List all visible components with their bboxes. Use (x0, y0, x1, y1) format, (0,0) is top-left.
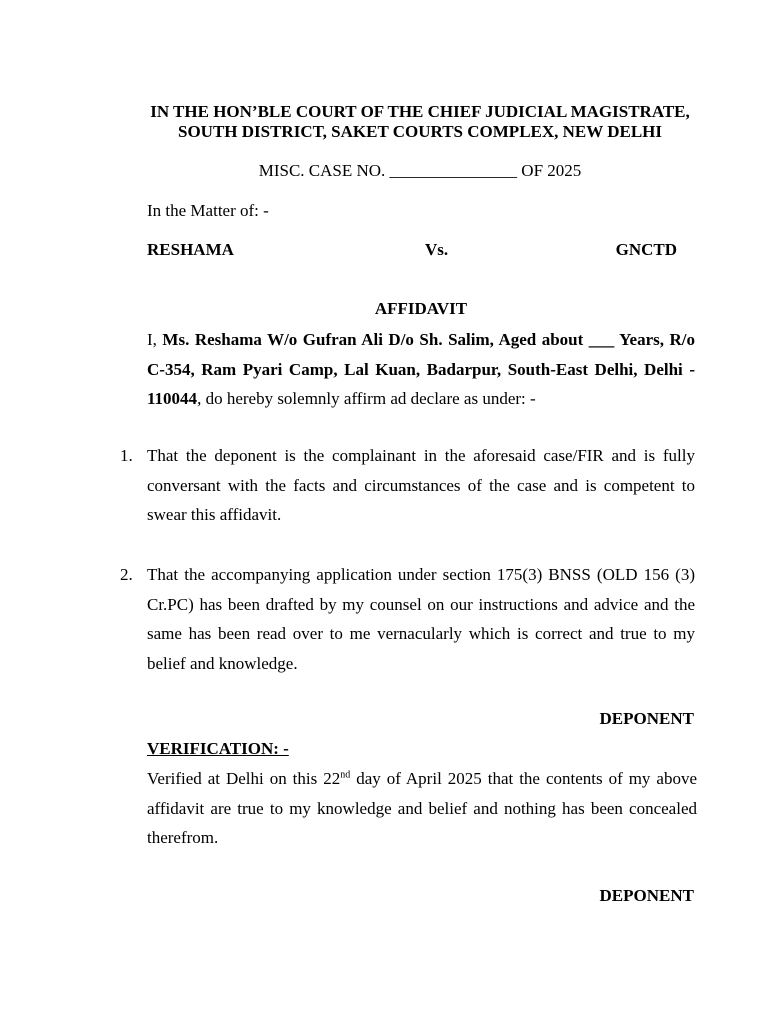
parties-line (147, 240, 677, 260)
court-title: IN THE HON’BLE COURT OF THE CHIEF JUDICIAL MAGISTRATE, SOUTH DISTRICT, SAKET COURTS COMPLEX, NEW DELHI (150, 102, 690, 141)
respondent-name: GNCTD (615, 240, 677, 259)
item-number: 2. (120, 565, 133, 584)
verification-title: VERIFICATION: - (147, 739, 289, 758)
list-item (120, 560, 695, 678)
matter-label: In the Matter of: - (147, 201, 269, 220)
date-suffix: nd (340, 769, 351, 781)
case-number: MISC. CASE NO. _______________ OF 2025 (258, 161, 582, 180)
affidavit-intro (147, 325, 695, 414)
verification-text (147, 764, 697, 853)
item-number: 1. (120, 446, 133, 465)
item-text: That the deponent is the complainant in the aforesaid case/FIR and is fully conversant with the facts and circumstances of the case and is competent to swear this affidavit. (147, 446, 695, 524)
deponent-label: DEPONENT (599, 709, 694, 728)
list-item (120, 441, 695, 530)
versus-label: Vs. (425, 240, 449, 259)
intro-suffix: , do hereby solemnly affirm ad declare as under: - (197, 389, 536, 408)
petitioner-name: RESHAMA (147, 240, 234, 259)
verification-text-start: Verified at Delhi on this 22 (147, 769, 341, 788)
verification-text-end: day of April 2025 that the contents of my above affidavit are true to my knowledge and belief and nothing has been concealed therefrom. (147, 769, 697, 847)
item-text: That the accompanying application under section 175(3) BNSS (OLD 156 (3) Cr.PC) has been drafted by my counsel on our instructions and advice and the same has been read over to me vernacularly which is correct and true to my belief and knowledge. (147, 565, 695, 673)
verification-deponent-label: DEPONENT (599, 886, 694, 905)
deponent-details: Ms. Reshama W/o Gufran Ali D/o Sh. Salim, Aged about ___ Years, R/o C-354, Ram Pyari Camp, Lal Kuan, Badarpur, South-East Delhi, Delhi - 110044 (147, 330, 695, 408)
intro-prefix: I, (147, 330, 163, 349)
affidavit-title: AFFIDAVIT (374, 299, 468, 318)
